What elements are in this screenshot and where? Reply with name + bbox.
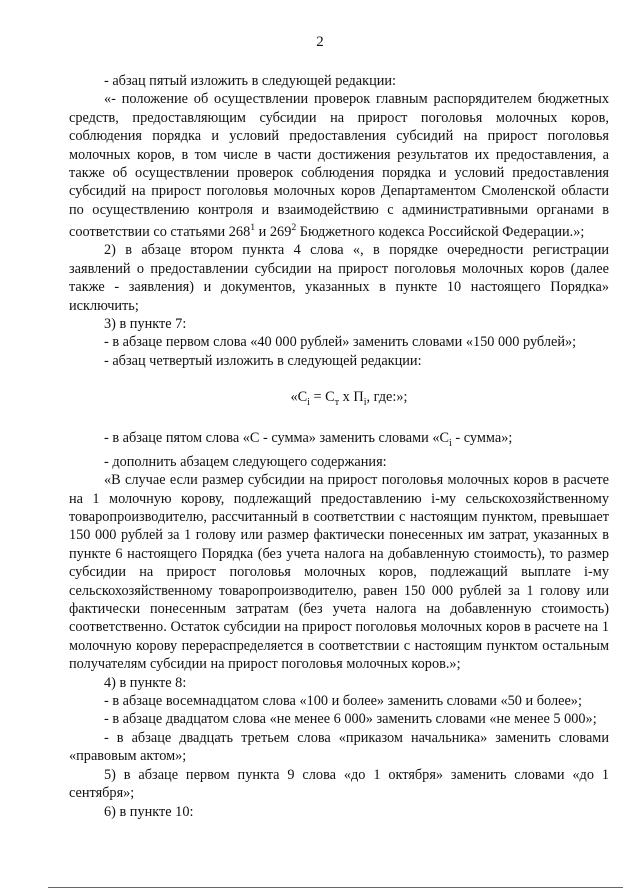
formula [69,388,609,412]
article-superscript-2: 2 [291,222,297,234]
paragraph-2-and: и 269 [255,224,292,241]
document-body [69,72,609,821]
paragraph-7-text: - в абзаце пятом слова «С - сумма» заменить словами «С [104,429,450,446]
paragraph-12: - в абзаце двадцатом слова «не менее 6 000» заменить словами «не менее 5 000»; [104,711,597,728]
paragraph-7 [69,429,609,453]
paragraph-2-end: Бюджетного кодекса Российской Федерации.»; [296,224,585,241]
paragraph-2 [69,90,609,241]
paragraph-9: «В случае если размер субсидии на прирост поголовья молочных коров в расчете на 1 молочную корову, подлежащий предоставлению i-му сельскохозяйственному товаропроизводителю, рассчитанный в соответствии с настоящим пунктом, превышает 150 000 рублей за 1 голову или размер фактически понесенных им затрат, указанных в пункте 6 настоящего Порядка (без учета налога на добавленную стоимость), то размер субсидии на прирост поголовья молочных коров, подлежащий выплате i-му сельскохозяйственному товаропроизводителю, равен 150 000 рублей за 1 голову или фактически понесенным затратам (без учета налога на добавленную стоимость) соответственно. Остаток субсидии на прирост поголовья молочных коров в расчете на 1 молочную корову перераспределяется в соответствии с настоящим пунктом остальным получателям субсидии на прирост поголовья молочных коров.»; [69,472,609,673]
paragraph-7-sub: i [449,437,452,449]
paragraph-6: - абзац четвертый изложить в следующей редакции: [104,352,422,369]
formula-sub: i [307,397,310,409]
page-number: 2 [316,34,324,50]
paragraph-10: 4) в пункте 8: [104,674,187,691]
paragraph-14: 5) в абзаце первом пункта 9 слова «до 1 октября» заменить словами «до 1 сентября»; [69,766,609,802]
formula-part: , где:»; [366,389,408,406]
article-superscript-1: 1 [250,222,256,234]
formula-part: «С [290,389,308,406]
formula-sub: i [363,397,367,409]
paragraph-13: - в абзаце двадцать третьем слова «приказом начальника» заменить словами «правовым актом»; [69,729,609,765]
paragraph-4: 3) в пункте 7: [104,316,187,333]
paragraph-7-end: - сумма»; [451,429,513,446]
paragraph-8: - дополнить абзацем следующего содержания: [104,453,387,470]
paragraph-1: - абзац пятый изложить в следующей редакции: [104,73,397,89]
paragraph-11: - в абзаце восемнадцатом слова «100 и более» заменить словами «50 и более»; [104,693,582,710]
formula-part: = С [309,389,335,406]
paragraph-2-text: «- положение об осуществлении проверок главным распорядителем бюджетных средств, предоставляющим субсидии на прирост поголовья молочных коров, соблюдения порядка и условий предоставления субсидий на прирост поголовья молочных коров, в том числе в части достижения результатов их предоставления, а также об осуществлении проверок соблюдения порядка и условий предоставления субсидий на прирост поголовья молочных коров Департаментом Смоленской области по осуществлению контроля и взаимодействию с административными органами в соответствии со статьями 268 [69,91,609,241]
bottom-rule [48,887,623,888]
formula-sub: т [334,397,340,409]
paragraph-3: 2) в абзаце втором пункта 4 слова «, в порядке очередности регистрации заявлений о предоставлении субсидии на прирост поголовья молочных коров (далее также - заявления) и документов, указанных в пункте 10 настоящего Порядка» исключить; [69,242,609,314]
formula-part: х П [339,389,364,406]
paragraph-15: 6) в пункте 10: [104,803,194,820]
paragraph-5: - в абзаце первом слова «40 000 рублей» заменить словами «150 000 рублей»; [104,334,577,351]
